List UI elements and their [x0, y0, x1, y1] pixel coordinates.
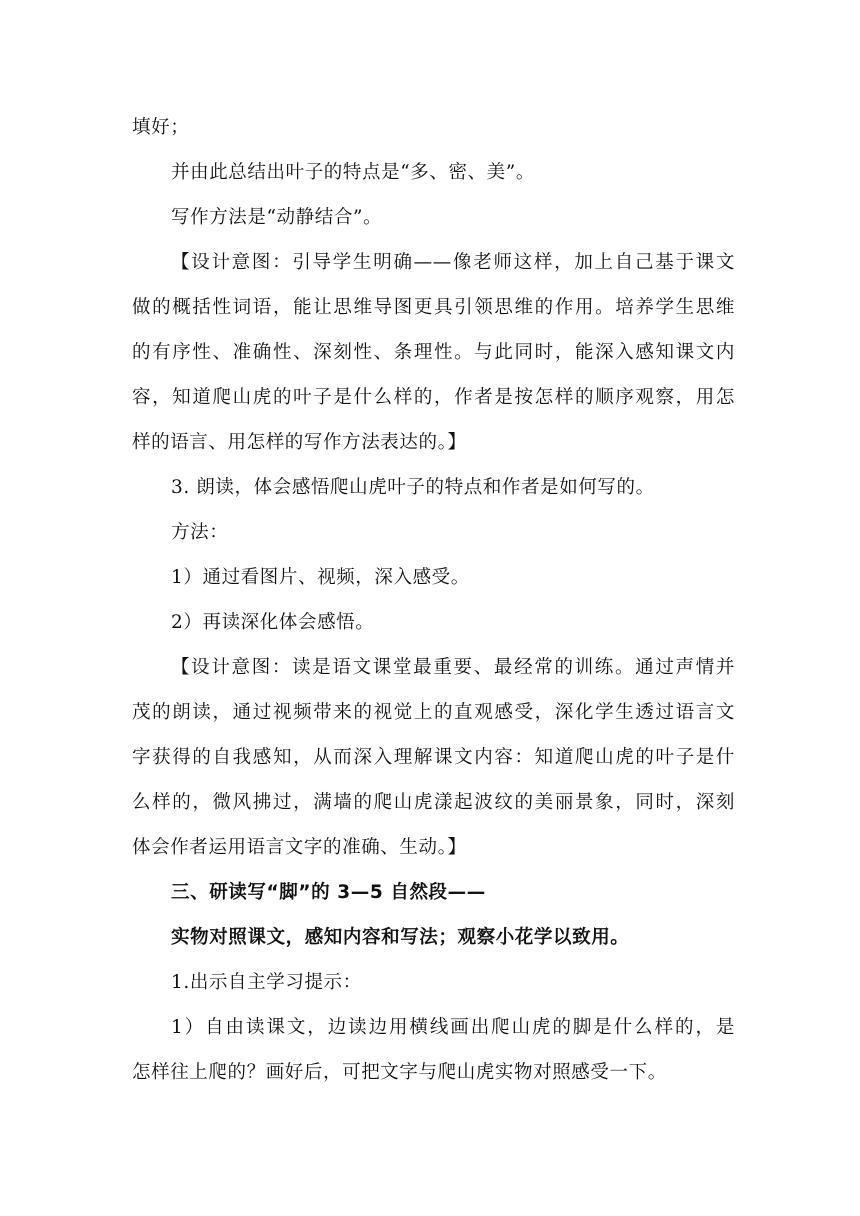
- section-heading: 三、研读写“脚”的 3—5 自然段——: [171, 882, 486, 903]
- paragraph-line: 并由此总结出叶子的特点是“多、密、美”。: [171, 162, 535, 183]
- paragraph-line: 2）再读深化体会感悟。: [171, 612, 375, 633]
- paragraph-line: 1.出示自主学习提示：: [171, 972, 362, 993]
- paragraph-line: 体会作者运用语言文字的准确、生动。】: [132, 837, 467, 858]
- paragraph-line: 方法：: [171, 522, 229, 543]
- paragraph-line: 怎样往上爬的？画好后，可把文字与爬山虎实物对照感受一下。: [132, 1062, 667, 1083]
- paragraph-line: 【设计意图：读是语文课堂最重要、最经常的训练。通过声情并: [171, 657, 735, 678]
- paragraph-line: 字获得的自我感知，从而深入理解课文内容：知道爬山虎的叶子是什: [132, 747, 735, 768]
- paragraph-line: 1）自由读课文，边读边用横线画出爬山虎的脚是什么样的，是: [171, 1017, 735, 1038]
- paragraph-line: 3. 朗读，体会感悟爬山虎叶子的特点和作者是如何写的。: [171, 477, 655, 498]
- paragraph-line: 容，知道爬山虎的叶子是什么样的，作者是按怎样的顺序观察，用怎: [132, 387, 735, 408]
- paragraph-line: 写作方法是“动静结合”。: [171, 207, 383, 228]
- paragraph-line: 【设计意图：引导学生明确——像老师这样，加上自己基于课文: [171, 252, 735, 273]
- paragraph-line: 茂的朗读，通过视频带来的视觉上的直观感受，深化学生透过语言文: [132, 702, 735, 723]
- paragraph-line: 么样的，微风拂过，满墙的爬山虎漾起波纹的美丽景象，同时，深刻: [132, 792, 735, 813]
- section-subheading: 实物对照课文，感知内容和写法；观察小花学以致用。: [171, 927, 630, 948]
- paragraph-line: 填好；: [132, 117, 190, 138]
- paragraph-line: 1）通过看图片、视频，深入感受。: [171, 567, 470, 588]
- paragraph-line: 的有序性、准确性、深刻性、条理性。与此同时，能深入感知课文内: [132, 342, 735, 363]
- paragraph-line: 样的语言、用怎样的写作方法表达的。】: [132, 432, 467, 453]
- paragraph-line: 做的概括性词语，能让思维导图更具引领思维的作用。培养学生思维: [132, 297, 735, 318]
